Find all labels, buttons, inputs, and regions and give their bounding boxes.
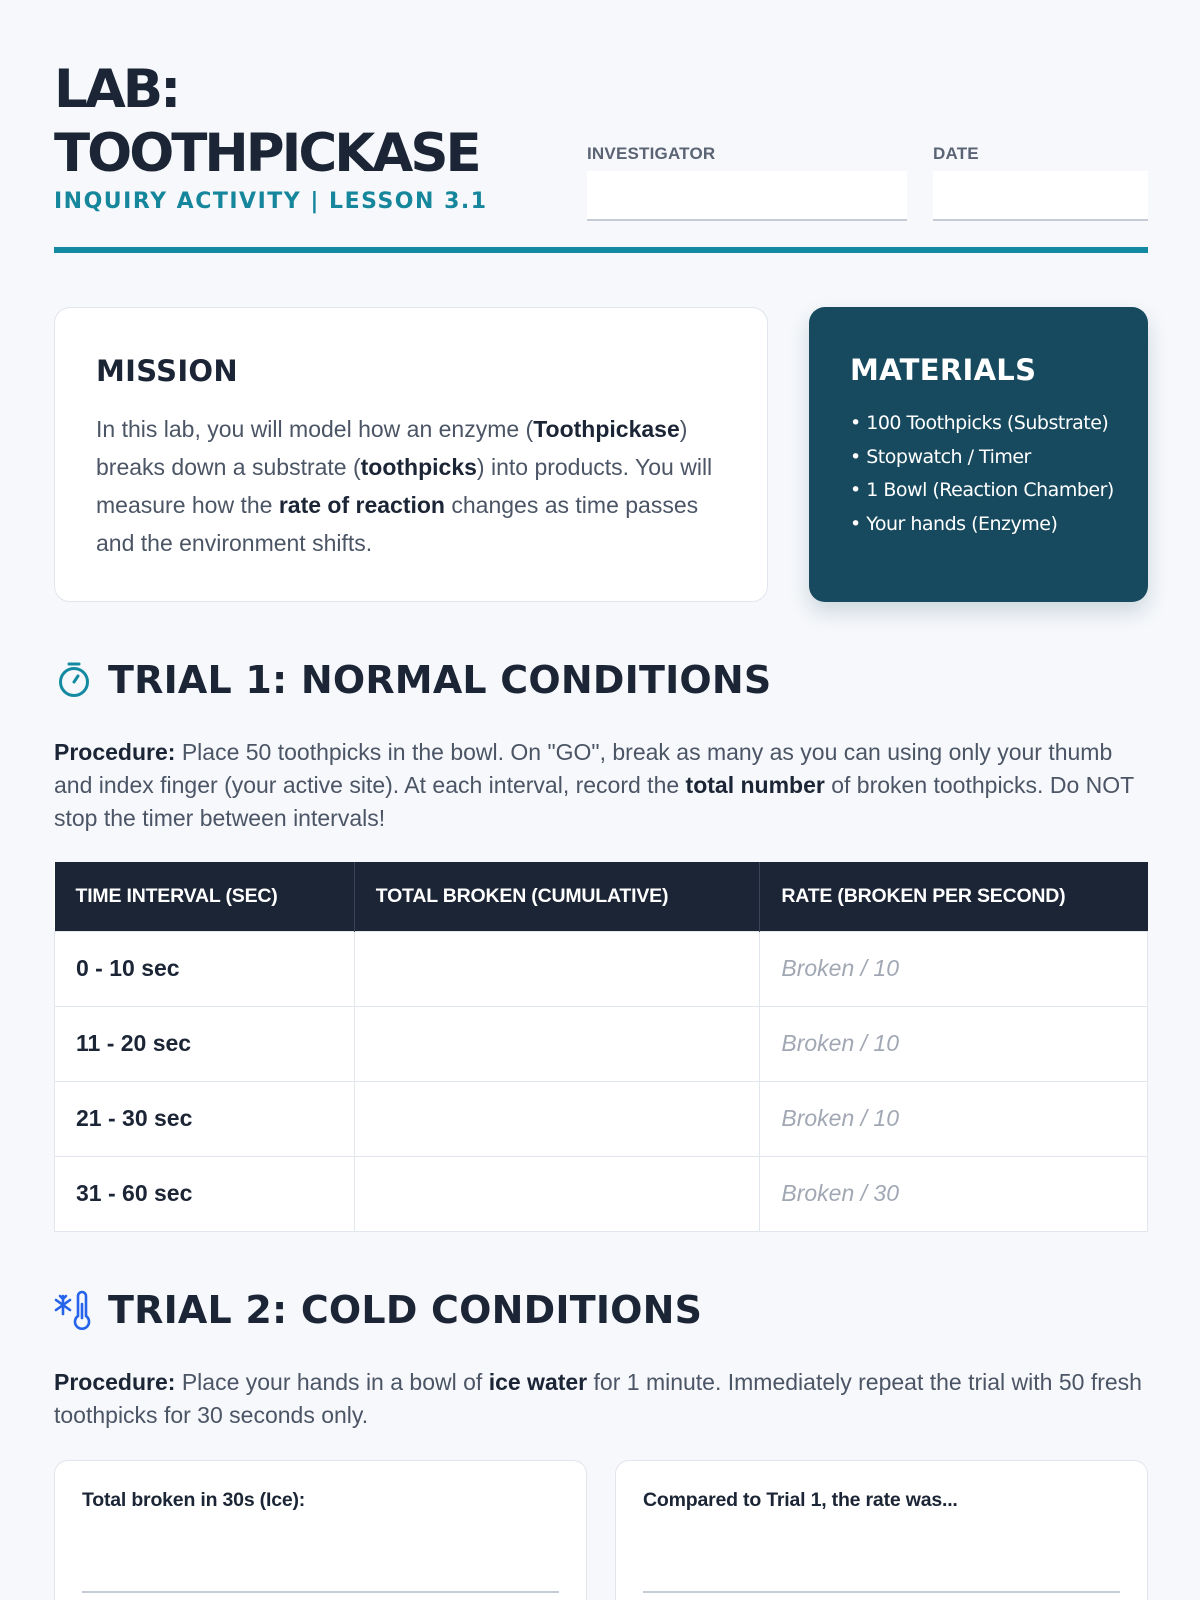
rate-comparison-label: Compared to Trial 1, the rate was... xyxy=(643,1489,958,1511)
table-row xyxy=(55,1006,1148,1081)
date-field xyxy=(933,144,1148,221)
time-cell: 0 - 10 sec xyxy=(55,931,355,1006)
trial2-title: TRIAL 2: COLD CONDITIONS xyxy=(108,1288,703,1332)
investigator-input[interactable] xyxy=(587,171,907,221)
mission-keyword: rate of reaction xyxy=(278,492,445,518)
title-line-1: LAB: xyxy=(54,59,179,120)
procedure-text: for 1 minute. Immediately repeat the trial with 50 fresh toothpicks for 30 seconds only. xyxy=(54,1369,1142,1428)
trial2-procedure xyxy=(54,1366,1148,1432)
mission-text-part: ) into products. You will measure how the xyxy=(96,454,713,518)
total-broken-cell[interactable] xyxy=(354,1006,760,1081)
header xyxy=(54,0,1148,254)
date-input[interactable] xyxy=(933,171,1148,221)
procedure-keyword: ice water xyxy=(488,1369,588,1395)
mission-keyword: toothpicks xyxy=(360,454,477,480)
time-cell: 11 - 20 sec xyxy=(55,1006,355,1081)
cold-thermometer-icon xyxy=(54,1290,94,1330)
title-line-2: TOOTHPICKASE xyxy=(54,123,479,184)
total-broken-cell[interactable] xyxy=(354,1081,760,1156)
total-broken-cell[interactable] xyxy=(354,1156,760,1231)
table-header-row xyxy=(55,862,1148,931)
rate-cell[interactable]: Broken / 10 xyxy=(760,931,1148,1006)
ice-total-box xyxy=(54,1460,587,1600)
worksheet-page xyxy=(54,0,1148,1511)
investigator-field xyxy=(587,144,907,221)
rate-comparison-input[interactable] xyxy=(643,1591,1120,1593)
materials-item: • Your hands (Enzyme) xyxy=(850,512,1058,535)
procedure-text: of broken toothpicks. Do NOT stop the timer between intervals! xyxy=(54,772,1134,831)
time-cell: 31 - 60 sec xyxy=(55,1156,355,1231)
ice-total-input[interactable] xyxy=(82,1591,559,1593)
mission-card xyxy=(54,307,768,602)
rate-cell[interactable]: Broken / 10 xyxy=(760,1081,1148,1156)
mission-text-part: In this lab, you will model how an enzyme ( xyxy=(96,416,534,442)
materials-item: • 100 Toothpicks (Substrate) xyxy=(850,412,1109,434)
mission-text-part: changes as time passes and the environment shifts. xyxy=(96,492,699,556)
procedure-text: Place 50 toothpicks in the bowl. On "GO", break as many as you can using only your thumb and index finger (your active site). At each interval, record the xyxy=(54,739,1113,798)
procedure-label: Procedure: xyxy=(54,739,176,765)
header-time-interval: TIME INTERVAL (SEC) xyxy=(55,862,355,931)
rate-cell[interactable]: Broken / 10 xyxy=(760,1006,1148,1081)
materials-card xyxy=(809,307,1148,602)
stopwatch-icon xyxy=(54,660,94,700)
table-row xyxy=(55,1081,1148,1156)
mission-title: MISSION xyxy=(96,354,238,388)
materials-item: • 1 Bowl (Reaction Chamber) xyxy=(850,479,1114,501)
materials-list xyxy=(850,407,1118,541)
mission-keyword: Toothpickase xyxy=(533,416,680,442)
total-broken-cell[interactable] xyxy=(354,931,760,1006)
trial1-heading xyxy=(54,658,771,702)
table-row xyxy=(55,1156,1148,1231)
mission-text-part: ) breaks down a substrate ( xyxy=(96,416,688,480)
procedure-text: Place your hands in a bowl of xyxy=(175,1369,489,1395)
trial1-procedure xyxy=(54,736,1148,835)
trial2-heading xyxy=(54,1288,702,1332)
procedure-keyword: total number xyxy=(685,772,825,798)
lesson-subtitle: INQUIRY ACTIVITY | LESSON 3.1 xyxy=(54,189,488,214)
investigator-label: INVESTIGATOR xyxy=(587,144,716,163)
ice-total-label: Total broken in 30s (Ice): xyxy=(82,1489,306,1511)
page-title xyxy=(54,58,479,186)
time-cell: 21 - 30 sec xyxy=(55,1081,355,1156)
trial1-title: TRIAL 1: NORMAL CONDITIONS xyxy=(108,658,772,702)
materials-item: • Stopwatch / Timer xyxy=(850,445,1031,468)
header-rate: RATE (BROKEN PER SECOND) xyxy=(760,862,1148,931)
procedure-label: Procedure: xyxy=(54,1369,176,1395)
mission-text xyxy=(96,410,727,562)
rate-comparison-box xyxy=(615,1460,1148,1600)
rate-cell[interactable]: Broken / 30 xyxy=(760,1156,1148,1231)
header-total-broken: TOTAL BROKEN (CUMULATIVE) xyxy=(354,862,760,931)
header-divider xyxy=(54,247,1148,253)
date-label: DATE xyxy=(933,144,979,163)
materials-title: MATERIALS xyxy=(850,353,1037,387)
trial1-data-table xyxy=(54,862,1148,1232)
table-row xyxy=(55,931,1148,1006)
